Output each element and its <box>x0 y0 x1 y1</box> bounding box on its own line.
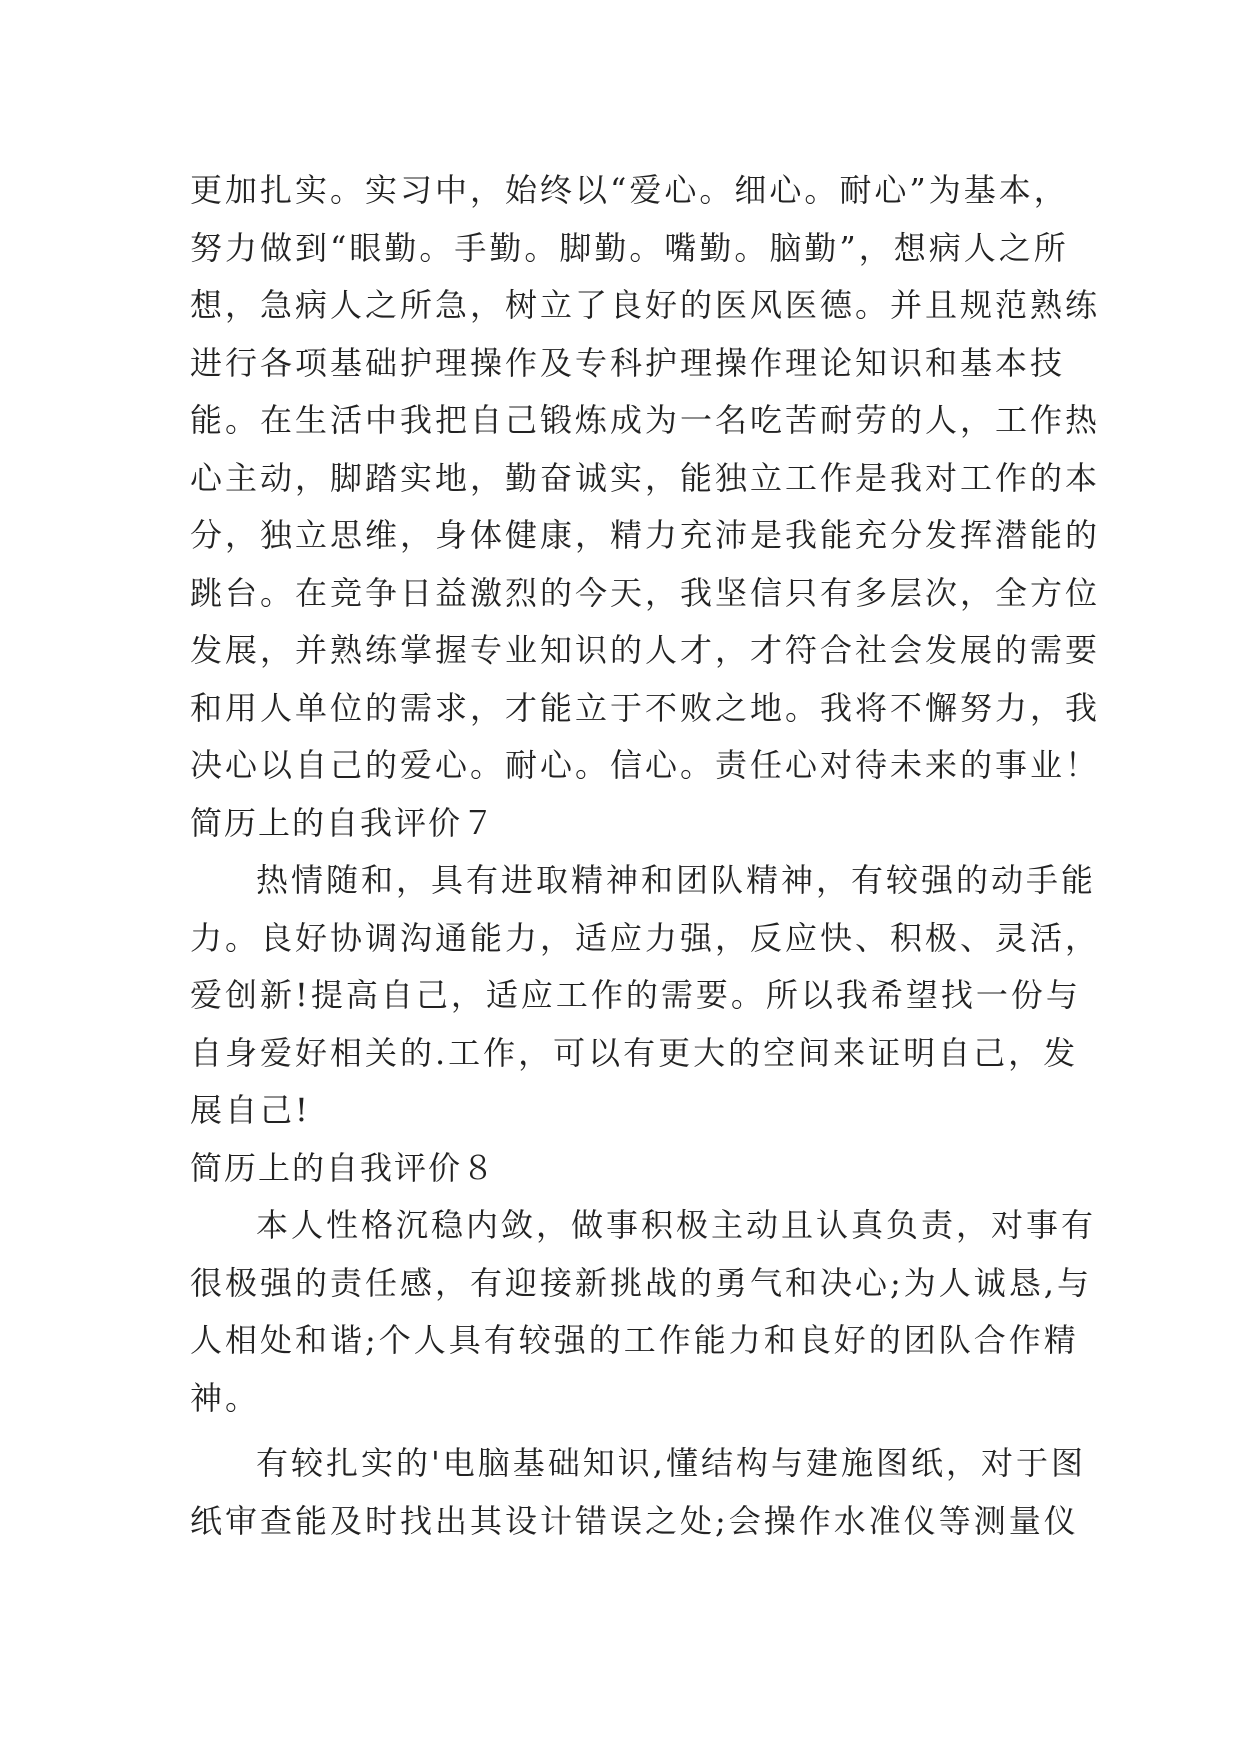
text-line: 神。 <box>190 1378 261 1417</box>
text-line: 展自己! <box>190 1091 311 1129</box>
text-line: 想，急病人之所急，树立了良好的医风医德。并且规范熟练 <box>190 286 1101 324</box>
paragraph-self-evaluation-7 <box>190 852 1101 1140</box>
text-line: 努力做到“眼勤。手勤。脚勤。嘴勤。脑勤”，想病人之所 <box>190 228 1069 267</box>
paragraph-self-evaluation-8 <box>190 1197 1097 1427</box>
text-line: 爱创新!提高自己，适应工作的需要。所以我希望找一份与 <box>190 976 1081 1014</box>
paragraph-skills <box>190 1435 1086 1550</box>
section-heading-7: 简历上的自我评价７ <box>190 803 497 842</box>
document-body <box>190 162 1101 1550</box>
paragraph-spacer <box>190 1427 1052 1435</box>
text-line: 很极强的责任感，有迎接新挑战的勇气和决心;为人诚恳,与 <box>190 1263 1092 1302</box>
text-line: 力。良好协调沟通能力，适应力强，反应快、积极、灵活， <box>190 918 1101 957</box>
text-line: 发展，并熟练掌握专业知识的人才，才符合社会发展的需要 <box>190 631 1101 669</box>
text-line: 人相处和谐;个人具有较强的工作能力和良好的团队合作精 <box>190 1321 1079 1359</box>
text-line: 和用人单位的需求，才能立于不败之地。我将不懈努力，我 <box>190 688 1101 727</box>
text-line: 分，独立思维，身体健康，精力充沛是我能充分发挥潜能的 <box>190 516 1101 554</box>
text-line: 纸审查能及时找出其设计错误之处;会操作水准仪等测量仪 <box>190 1501 1079 1540</box>
text-line: 能。在生活中我把自己锻炼成为一名吃苦耐劳的人，工作热 <box>190 401 1101 439</box>
text-line: 进行各项基础护理操作及专科护理操作理论知识和基本技 <box>190 343 1066 382</box>
text-line: 跳台。在竞争日益激烈的今天，我坚信只有多层次，全方位 <box>190 573 1101 612</box>
text-line: 自身爱好相关的.工作，可以有更大的空间来证明自己，发 <box>190 1033 1079 1072</box>
text-line: 本人性格沉稳内敛，做事积极主动且认真负责，对事有 <box>256 1206 1097 1244</box>
text-line: 有较扎实的'电脑基础知识,懂结构与建施图纸，对于图 <box>256 1444 1086 1482</box>
paragraph-internship <box>190 162 1101 795</box>
section-heading-8: 简历上的自我评价８ <box>190 1148 497 1187</box>
text-line: 心主动，脚踏实地，勤奋诚实，能独立工作是我对工作的本 <box>190 458 1101 497</box>
text-line: 热情随和，具有进取精神和团队精神，有较强的动手能 <box>256 861 1097 899</box>
text-line: 决心以自己的爱心。耐心。信心。责任心对待未来的事业！ <box>190 746 1101 784</box>
text-line: 更加扎实。实习中，始终以“爱心。细心。耐心”为基本， <box>190 171 1069 209</box>
